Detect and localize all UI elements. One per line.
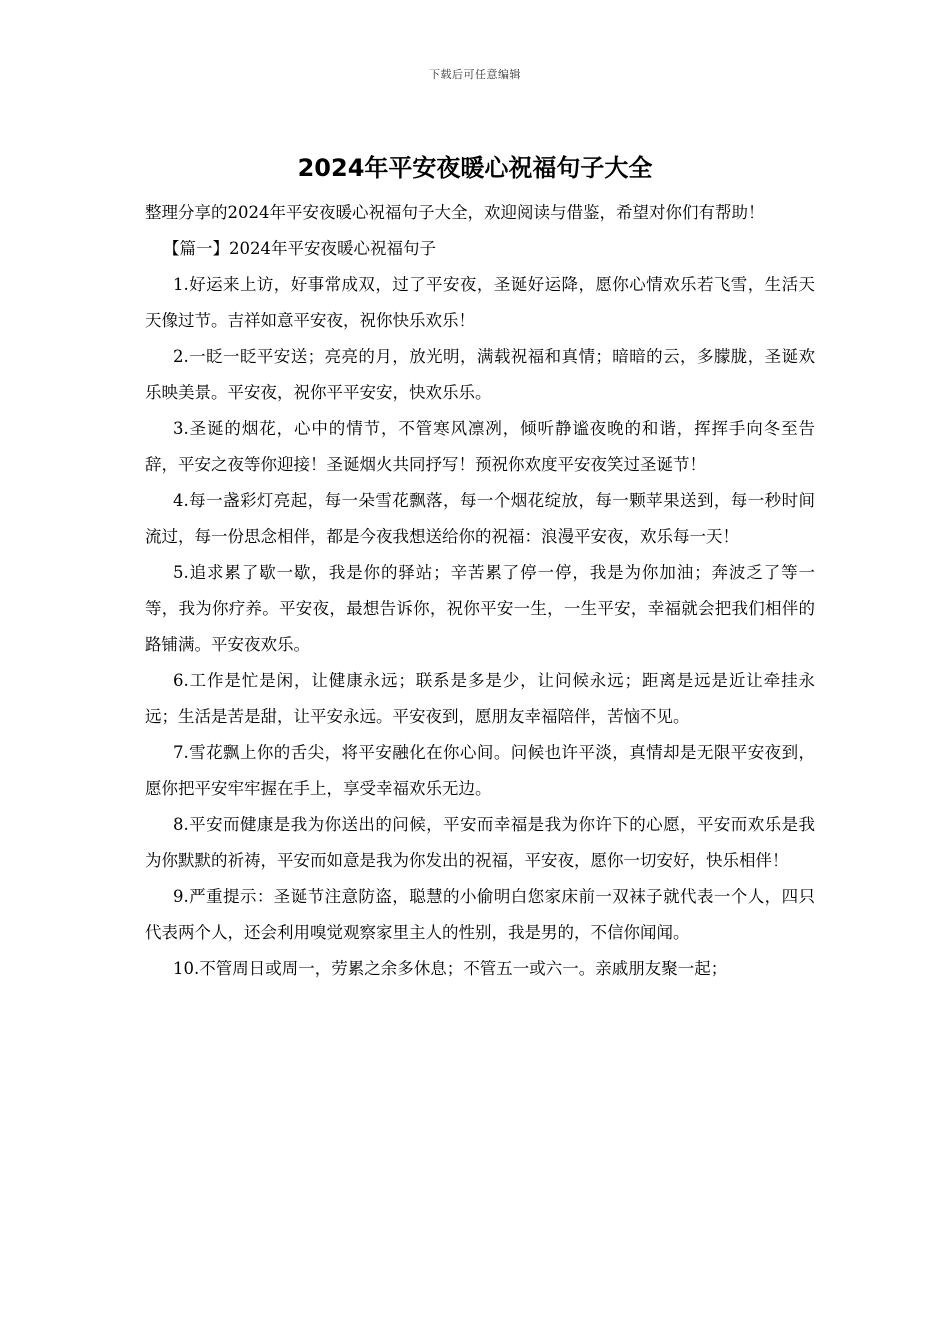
blessing-item-2: 2.一眨一眨平安送；亮亮的月，放光明，满载祝福和真情；暗暗的云，多朦胧，圣诞欢乐映美景。平安夜，祝你平平安安，快欢乐乐。	[145, 347, 815, 402]
blessing-item-1: 1.好运来上访，好事常成双，过了平安夜，圣诞好运降，愿你心情欢乐若飞雪，生活天天像过节。吉祥如意平安夜，祝你快乐欢乐！	[145, 275, 815, 330]
blessing-item-5: 5.追求累了歇一歇，我是你的驿站；辛苦累了停一停，我是为你加油；奔波乏了等一等，我为你疗养。平安夜，最想告诉你，祝你平安一生，一生平安，幸福就会把我们相伴的路铺满。平安夜欢乐。	[145, 563, 815, 654]
section-heading: 【篇一】2024年平安夜暖心祝福句子	[163, 239, 436, 258]
blessing-item-8: 8.平安而健康是我为你送出的问候，平安而幸福是我为你许下的心愿，平安而欢乐是我为你默默的祈祷，平安而如意是我为你发出的祝福，平安夜，愿你一切安好，快乐相伴！	[145, 815, 815, 870]
blessing-item-6: 6.工作是忙是闲，让健康永远；联系是多是少，让问候永远；距离是远是近让牵挂永远；生活是苦是甜，让平安永远。平安夜到，愿朋友幸福陪伴，苦恼不见。	[145, 671, 815, 726]
blessing-item-9: 9.严重提示：圣诞节注意防盗，聪慧的小偷明白您家床前一双袜子就代表一个人，四只代表两个人，还会利用嗅觉观察家里主人的性别，我是男的，不信你闻闻。	[145, 887, 815, 942]
intro-paragraph: 整理分享的2024年平安夜暖心祝福句子大全，欢迎阅读与借鉴，希望对你们有帮助！	[145, 203, 765, 222]
blessing-item-7: 7.雪花飘上你的舌尖，将平安融化在你心间。问候也许平淡，真情却是无限平安夜到，愿你把平安牢牢握在手上，享受幸福欢乐无边。	[145, 743, 815, 798]
header-note: 下载后可任意编辑	[429, 68, 521, 81]
blessing-item-3: 3.圣诞的烟花，心中的情节，不管寒风凛冽，倾听静谧夜晚的和谐，挥挥手向冬至告辞，平安之夜等你迎接！圣诞烟火共同抒写！预祝你欢度平安夜笑过圣诞节！	[145, 419, 815, 474]
document-body	[145, 195, 815, 987]
blessing-item-10: 10.不管周日或周一，劳累之余多休息；不管五一或六一。亲戚朋友聚一起；	[173, 959, 728, 978]
blessing-item-4: 4.每一盏彩灯亮起，每一朵雪花飘落，每一个烟花绽放，每一颗苹果送到，每一秒时间流过，每一份思念相伴，都是今夜我想送给你的祝福：浪漫平安夜，欢乐每一天！	[145, 491, 815, 546]
document-title: 2024年平安夜暖心祝福句子大全	[297, 154, 653, 182]
